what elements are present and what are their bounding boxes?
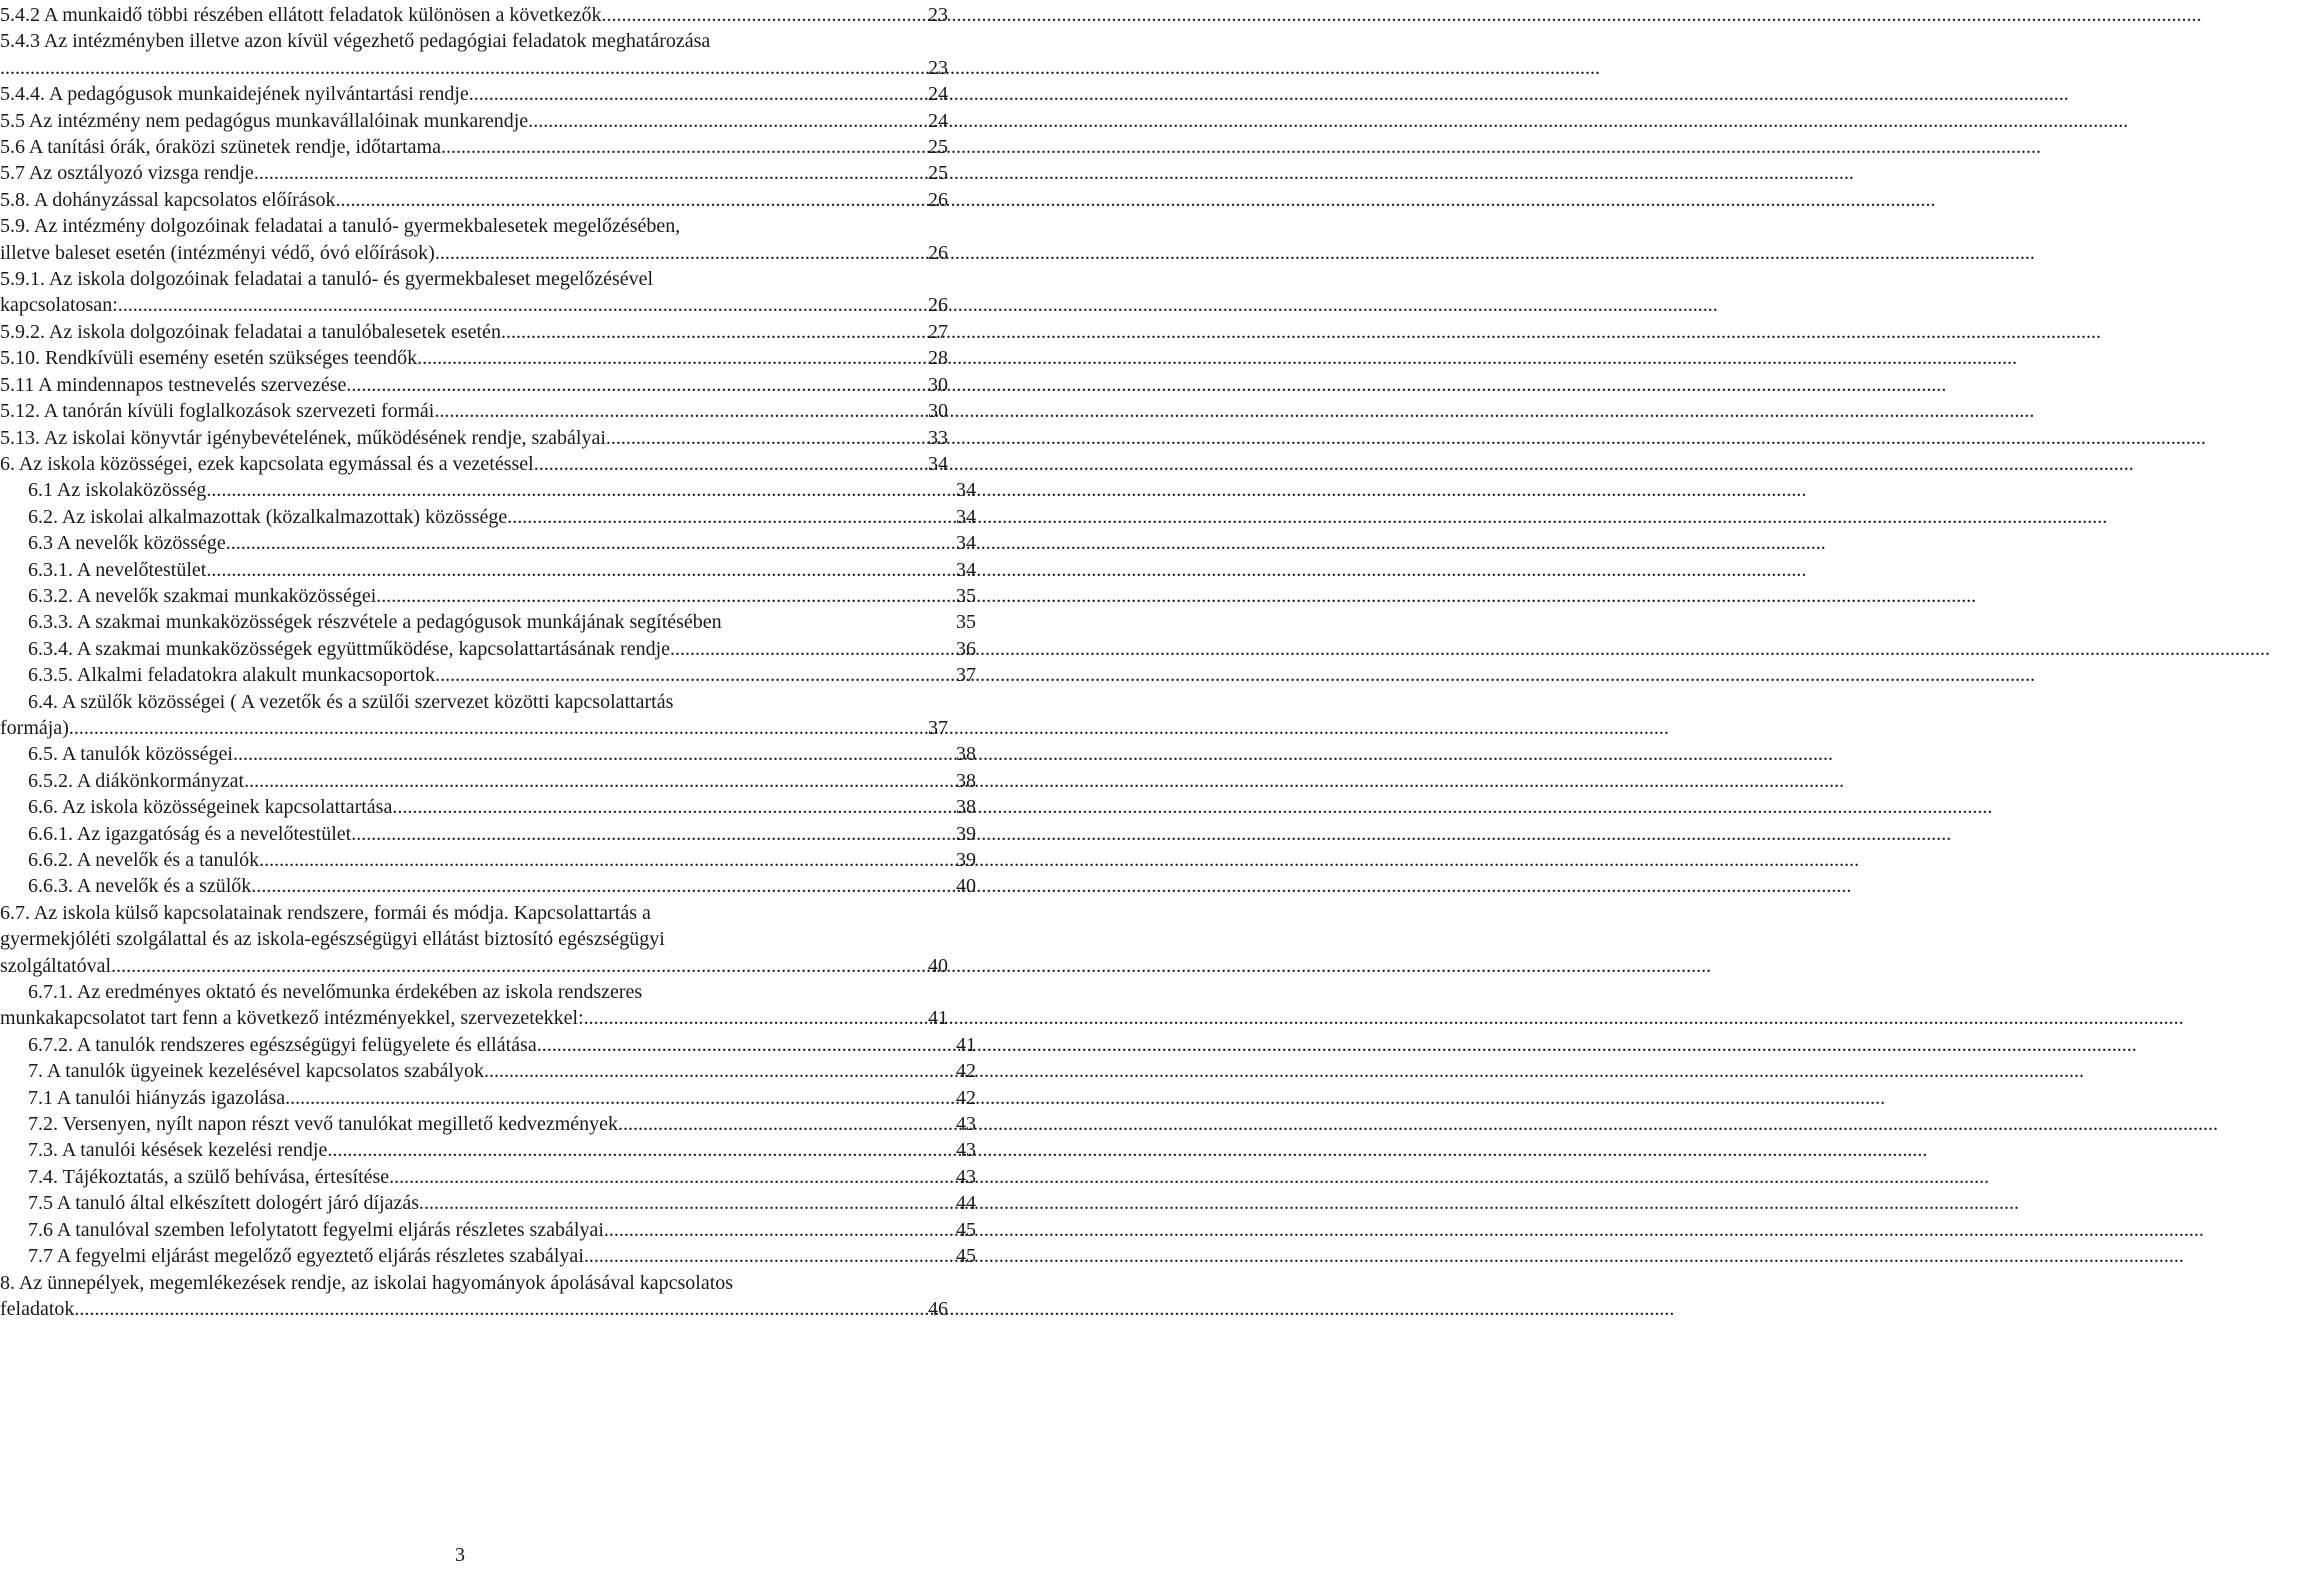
toc-entry[interactable]: [0, 873, 976, 899]
toc-entry-title: feladatok: [0, 1297, 75, 1320]
dot-leader: [0, 55, 928, 81]
toc-entry[interactable]: [0, 213, 948, 266]
toc-page-number: 43: [956, 1139, 976, 1162]
toc-page-number: 38: [956, 796, 976, 819]
dot-leader: [251, 873, 956, 899]
dot-leader: [206, 557, 956, 583]
page-number: 3: [455, 1544, 465, 1566]
toc-page-number: 26: [928, 294, 948, 317]
dot-leader: [259, 847, 956, 873]
toc-page-number: 27: [928, 320, 948, 343]
toc-page-number: 25: [928, 162, 948, 185]
toc-entry[interactable]: [0, 1243, 976, 1269]
toc-entry-title: 6.6.2. A nevelők és a tanulók: [28, 849, 260, 871]
toc-page-number: 34: [928, 452, 948, 475]
dot-leader: [537, 1032, 956, 1058]
toc-entry[interactable]: [0, 1085, 976, 1111]
toc-entry-title: formája): [0, 716, 69, 739]
toc-entry-line: 5.9.1. Az iskola dolgozóinak feladatai a tanuló- és gyermekbaleset megelőzésével: [0, 268, 654, 291]
dot-leader: [346, 372, 928, 398]
toc-entry-title: 5.4.2 A munkaidő többi részében ellátott feladatok különösen a következők: [0, 4, 602, 26]
toc-entry[interactable]: [0, 557, 976, 583]
toc-page-number: 30: [928, 400, 948, 423]
toc-page-number: 46: [928, 1297, 948, 1320]
dot-leader: [534, 451, 928, 477]
dot-leader: [389, 1164, 956, 1190]
toc-entry-title: 6.5.2. A diákönkormányzat: [28, 769, 245, 792]
toc-entry[interactable]: [0, 847, 976, 873]
toc-entry-title: 5.8. A dohányzással kapcsolatos előírások: [0, 188, 336, 211]
toc-entry-title: szolgáltatóval: [0, 954, 112, 977]
dot-leader: [507, 504, 956, 530]
toc-entry[interactable]: [0, 266, 948, 319]
toc-page-number: 36: [956, 637, 976, 660]
dot-leader: [233, 741, 956, 767]
dot-leader: [435, 662, 956, 688]
toc-entry-title: 6.3.3. A szakmai munkaközösségek részvétele a pedagógusok munkájának segítésében: [28, 611, 722, 634]
toc-entry-title: 6.6.1. Az igazgatóság és a nevelőtestület: [28, 822, 352, 845]
toc-entry[interactable]: [0, 979, 948, 1032]
toc-page-number: 30: [928, 373, 948, 396]
toc-page-number: 44: [956, 1192, 976, 1215]
toc-entry[interactable]: [0, 372, 948, 398]
toc-entry-line: 5.9. Az intézmény dolgozóinak feladatai a tanuló- gyermekbalesetek megelőzésében,: [0, 215, 681, 238]
toc-page-number: 33: [928, 426, 948, 449]
dot-leader: [604, 1217, 956, 1243]
table-of-contents: [0, 2, 976, 1322]
toc-page-number: 28: [928, 347, 948, 370]
toc-entry[interactable]: [0, 768, 976, 794]
toc-entry[interactable]: [0, 504, 976, 530]
toc-entry-line: 5.4.3 Az intézményben illetve azon kívül végezhető pedagógiai feladatok meghatározása: [0, 30, 711, 53]
toc-entry[interactable]: [0, 81, 948, 107]
toc-entry-title: 5.9.2. Az iskola dolgozóinak feladatai a tanulóbalesetek esetén: [0, 320, 501, 343]
toc-entry-title: 6.6. Az iskola közösségeinek kapcsolattartása: [28, 796, 393, 819]
toc-page-number: 38: [956, 769, 976, 792]
toc-entry[interactable]: [0, 1058, 976, 1084]
toc-entry-title: 7.5 A tanuló által elkészített dologért járó díjazás: [28, 1192, 419, 1215]
dot-leader: [351, 821, 956, 847]
toc-entry[interactable]: [0, 1164, 976, 1190]
toc-entry[interactable]: [0, 425, 948, 451]
toc-entry-title: 6.2. Az iskolai alkalmazottak (közalkalmazottak) közössége: [28, 505, 508, 528]
dot-leader: [118, 292, 928, 318]
toc-page-number: 40: [956, 875, 976, 898]
toc-page-number: 39: [956, 822, 976, 845]
toc-entry[interactable]: [0, 160, 948, 186]
toc-entry-title: 6.6.3. A nevelők és a szülők: [28, 875, 252, 898]
toc-page-number: 26: [928, 188, 948, 211]
toc-page-number: 41: [956, 1033, 976, 1056]
dot-leader: [285, 1085, 956, 1111]
dot-leader: [226, 530, 956, 556]
toc-page-number: 37: [928, 716, 948, 739]
toc-entry-title: 6.3.5. Alkalmi feladatokra alakult munkacsoportok: [28, 664, 436, 687]
dot-leader: [528, 108, 928, 134]
dot-leader: [392, 794, 956, 820]
dot-leader: [327, 1137, 956, 1163]
toc-page-number: 35: [956, 611, 976, 634]
toc-entry[interactable]: [0, 1032, 976, 1058]
toc-entry-title: illetve baleset esetén (intézményi védő, óvó előírások): [0, 241, 435, 264]
toc-entry-title: 5.13. Az iskolai könyvtár igénybevételének, működésének rendje, szabályai: [0, 426, 606, 449]
toc-entry[interactable]: [0, 1111, 976, 1137]
toc-page-number: 25: [928, 136, 948, 159]
toc-entry-title: 7.2. Versenyen, nyílt napon részt vevő tanulókat megillető kedvezmények: [28, 1113, 619, 1136]
toc-entry-title: 6.3.1. A nevelőtestület: [28, 558, 207, 581]
toc-entry[interactable]: [0, 108, 948, 134]
toc-entry[interactable]: [0, 451, 948, 477]
dot-leader: [419, 1190, 956, 1216]
toc-entry-title: 7.6 A tanulóval szemben lefolytatott fegyelmi eljárás részletes szabályai: [28, 1218, 604, 1241]
toc-page-number: 24: [928, 83, 948, 106]
dot-leader: [206, 477, 956, 503]
toc-page-number: 41: [928, 1007, 948, 1030]
dot-leader: [606, 425, 928, 451]
toc-entry[interactable]: [0, 794, 976, 820]
toc-page-number: 37: [956, 664, 976, 687]
toc-entry-line: gyermekjóléti szolgálattal és az iskola-egészségügyi ellátást biztosító egészségügyi: [0, 928, 665, 951]
toc-page-number: 39: [956, 849, 976, 871]
toc-page-number: 45: [956, 1245, 976, 1268]
document-page: [0, 0, 976, 1590]
dot-leader: [469, 81, 928, 107]
toc-entry[interactable]: [0, 689, 948, 742]
dot-leader: [484, 1058, 956, 1084]
toc-entry[interactable]: [0, 609, 976, 635]
toc-page-number: 23: [928, 4, 948, 26]
dot-leader: [111, 953, 928, 979]
toc-entry[interactable]: [0, 821, 976, 847]
toc-entry[interactable]: [0, 398, 948, 424]
toc-entry[interactable]: [0, 187, 948, 213]
dot-leader: [584, 1005, 928, 1031]
dot-leader: [602, 2, 928, 28]
toc-page-number: 45: [956, 1218, 976, 1241]
toc-entry-title: 6.1 Az iskolaközösség: [28, 479, 207, 502]
toc-entry-title: 5.7 Az osztályozó vizsga rendje: [0, 162, 254, 185]
dot-leader: [618, 1111, 956, 1137]
toc-entry[interactable]: [0, 319, 948, 345]
toc-entry[interactable]: [0, 530, 976, 556]
toc-entry-title: 6.3.2. A nevelők szakmai munkaközösségei: [28, 584, 377, 607]
dot-leader: [435, 240, 928, 266]
toc-entry-title: 7.4. Tájékoztatás, a szülő behívása, értesítése: [28, 1165, 390, 1188]
toc-entry[interactable]: [0, 28, 948, 81]
toc-entry-line: 6.7. Az iskola külső kapcsolatainak rendszere, formái és módja. Kapcsolattartás a: [0, 901, 651, 924]
toc-entry-title: 6. Az iskola közösségei, ezek kapcsolata egymással és a vezetéssel: [0, 452, 534, 475]
toc-entry[interactable]: [0, 345, 948, 371]
dot-leader: [74, 1296, 928, 1322]
dot-leader: [417, 345, 928, 371]
dot-leader: [434, 398, 928, 424]
dot-leader: [584, 1243, 956, 1269]
toc-page-number: 40: [928, 954, 948, 977]
toc-entry-title: kapcsolatosan:: [0, 294, 118, 317]
toc-entry[interactable]: [0, 477, 976, 503]
dot-leader: [441, 134, 928, 160]
toc-entry[interactable]: [0, 2, 948, 28]
toc-page-number: 24: [928, 109, 948, 132]
toc-entry-title: 5.11 A mindennapos testnevelés szervezése: [0, 373, 347, 396]
toc-entry[interactable]: [0, 134, 948, 160]
toc-entry-title: 5.4.4. A pedagógusok munkaidejének nyilvántartási rendje: [0, 83, 469, 106]
toc-page-number: 26: [928, 241, 948, 264]
toc-entry[interactable]: [0, 636, 976, 662]
toc-page-number: 34: [956, 558, 976, 581]
toc-page-number: 38: [956, 743, 976, 766]
dot-leader: [376, 583, 956, 609]
toc-page-number: 34: [956, 479, 976, 502]
dot-leader: [501, 319, 928, 345]
toc-entry-title: 5.12. A tanórán kívüli foglalkozások szervezeti formái: [0, 400, 435, 423]
dot-leader: [336, 187, 929, 213]
toc-page-number: 34: [956, 505, 976, 528]
toc-entry-title: munkakapcsolatot tart fenn a következő intézményekkel, szervezetekkel:: [0, 1007, 584, 1030]
toc-entry[interactable]: [0, 1137, 976, 1163]
toc-page-number: 23: [928, 56, 948, 79]
toc-entry[interactable]: [0, 741, 976, 767]
toc-page-number: 35: [956, 584, 976, 607]
toc-entry-title: 7.7 A fegyelmi eljárást megelőző egyeztető eljárás részletes szabályai: [28, 1245, 584, 1268]
toc-entry[interactable]: [0, 1217, 976, 1243]
toc-page-number: 34: [956, 532, 976, 555]
toc-entry-title: 7.3. A tanulói késések kezelési rendje: [28, 1139, 328, 1162]
toc-entry-line: 6.4. A szülők közösségei ( A vezetők és a szülői szervezet közötti kapcsolattartás: [28, 690, 674, 713]
toc-entry[interactable]: [0, 583, 976, 609]
toc-entry-line: 6.7.1. Az eredményes oktató és nevelőmunka érdekében az iskola rendszeres: [28, 981, 643, 1004]
toc-entry[interactable]: [0, 1270, 948, 1323]
toc-entry-title: 7. A tanulók ügyeinek kezelésével kapcsolatos szabályok: [28, 1060, 484, 1083]
toc-entry-title: 6.5. A tanulók közösségei: [28, 743, 233, 766]
toc-entry-line: 8. Az ünnepélyek, megemlékezések rendje, az iskolai hagyományok ápolásával kapcsolatos: [0, 1271, 734, 1294]
toc-page-number: 42: [956, 1086, 976, 1109]
dot-leader: [244, 768, 956, 794]
toc-entry[interactable]: [0, 900, 948, 979]
toc-entry[interactable]: [0, 1190, 976, 1216]
dot-leader: [69, 715, 928, 741]
toc-page-number: 43: [956, 1165, 976, 1188]
toc-entry-title: 5.6 A tanítási órák, óraközi szünetek rendje, időtartama: [0, 136, 441, 159]
toc-page-number: 43: [956, 1113, 976, 1136]
toc-entry-title: 5.10. Rendkívüli esemény esetén szükséges teendők: [0, 347, 418, 370]
toc-page-number: 42: [956, 1060, 976, 1083]
toc-entry-title: 6.7.2. A tanulók rendszeres egészségügyi felügyelete és ellátása: [28, 1033, 537, 1056]
toc-entry-title: 6.3.4. A szakmai munkaközösségek együttműködése, kapcsolattartásának rendje: [28, 637, 671, 660]
toc-entry-title: 5.5 Az intézmény nem pedagógus munkavállalóinak munkarendje: [0, 109, 529, 132]
toc-entry-title: 7.1 A tanulói hiányzás igazolása: [28, 1086, 286, 1109]
toc-entry-title: 6.3 A nevelők közössége: [28, 532, 226, 555]
toc-entry[interactable]: [0, 662, 976, 688]
dot-leader: [254, 160, 928, 186]
dot-leader: [670, 636, 956, 662]
